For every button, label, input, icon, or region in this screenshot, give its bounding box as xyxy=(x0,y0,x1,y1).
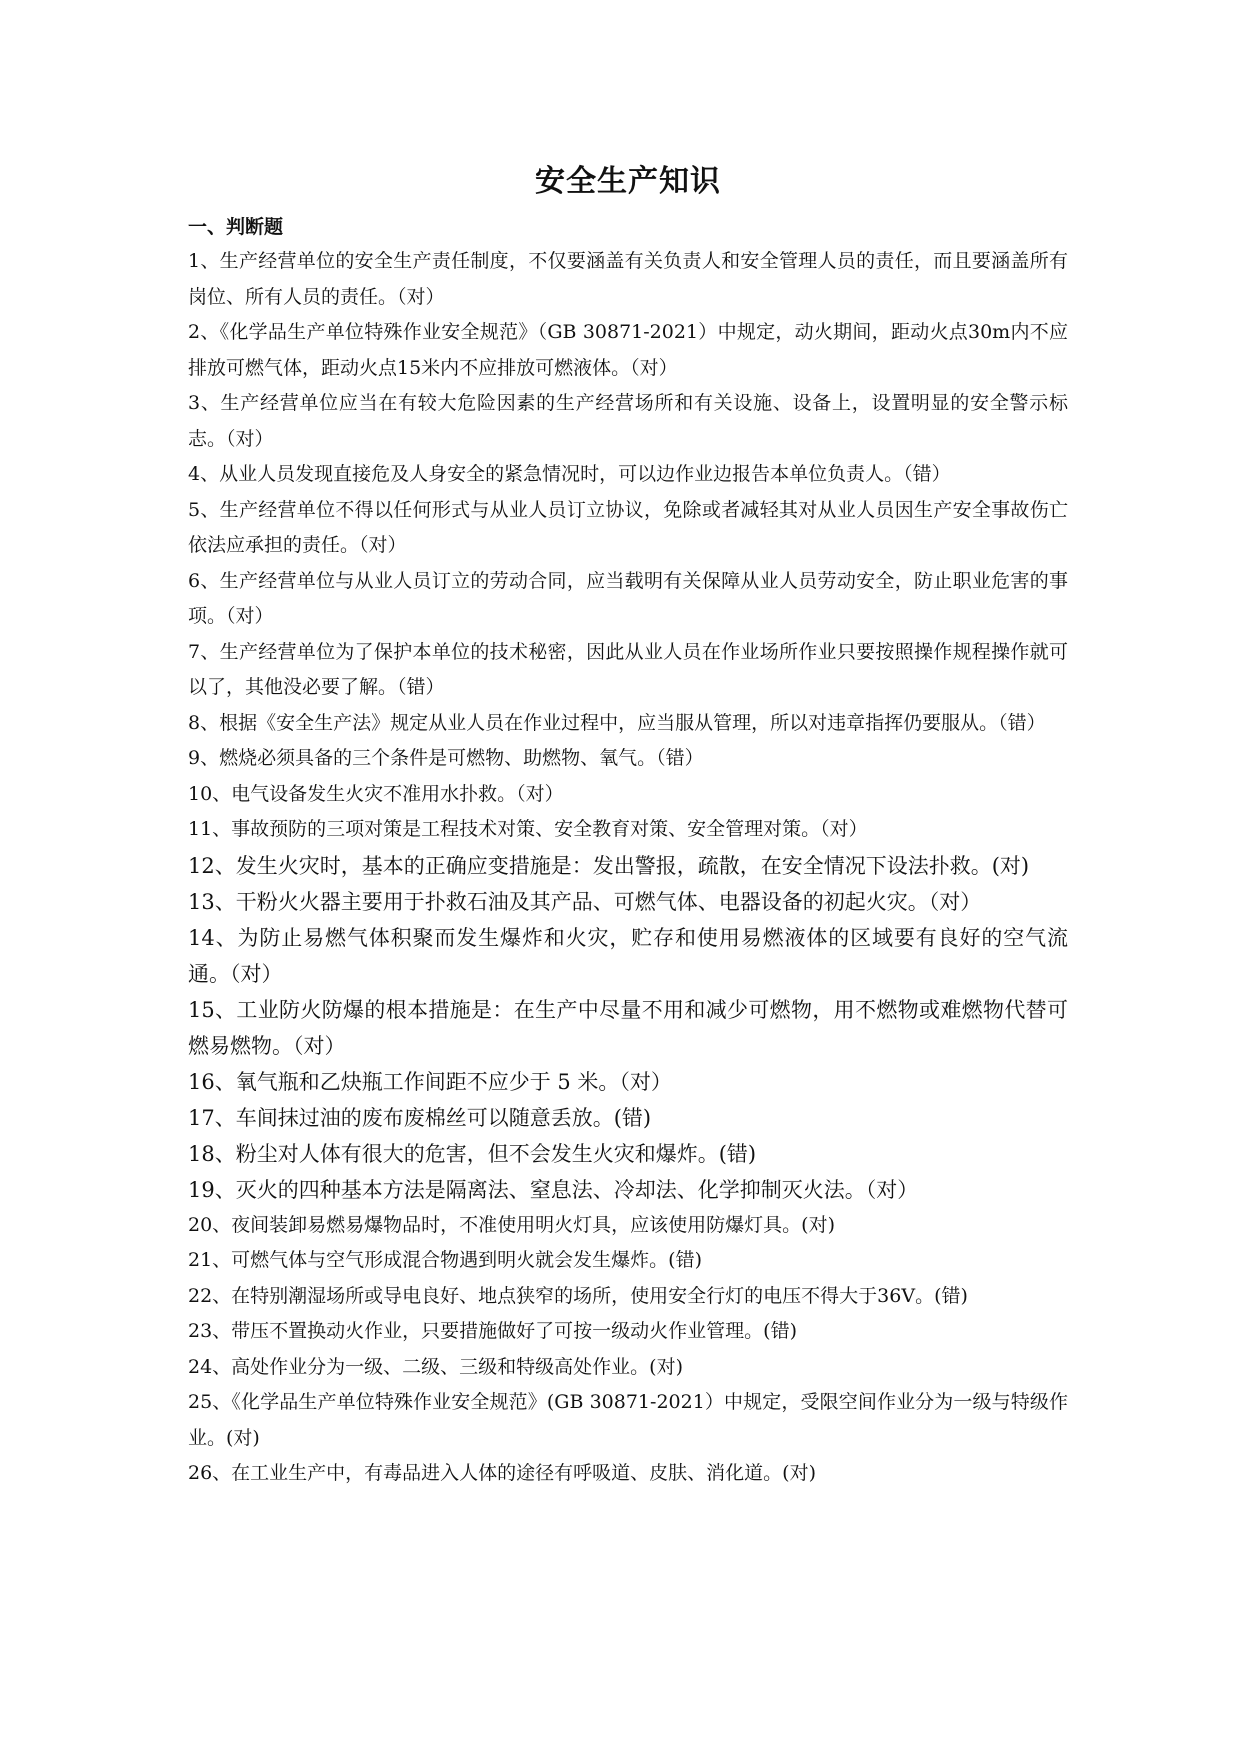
document-page xyxy=(188,160,1068,1492)
document-title: 安全生产知识 xyxy=(535,164,721,199)
question-item: 19、灭火的四种基本方法是隔离法、窒息法、冷却法、化学抑制灭火法。（对） xyxy=(188,1177,919,1202)
question-item: 5、生产经营单位不得以任何形式与从业人员订立协议，免除或者减轻其对从业人员因生产安全事故伤亡依法应承担的责任。（对） xyxy=(188,498,1068,556)
question-item: 16、氧气瓶和乙炔瓶工作间距不应少于 5 米。（对） xyxy=(188,1069,672,1094)
question-item: 9、燃烧必须具备的三个条件是可燃物、助燃物、氧气。（错） xyxy=(188,747,704,769)
question-item: 22、在特别潮湿场所或导电良好、地点狭窄的场所，使用安全行灯的电压不得大于36V。(错) xyxy=(188,1284,968,1307)
question-item: 13、干粉火火器主要用于扑救石油及其产品、可燃气体、电器设备的初起火灾。（对） xyxy=(188,889,982,914)
question-item: 24、高处作业分为一级、二级、三级和特级高处作业。(对) xyxy=(188,1355,684,1378)
question-item: 10、电气设备发生火灾不准用水扑救。（对） xyxy=(188,782,564,805)
question-item: 17、车间抹过油的废布废棉丝可以随意丢放。(错) xyxy=(188,1105,652,1130)
question-item: 21、可燃气体与空气形成混合物遇到明火就会发生爆炸。(错) xyxy=(188,1249,703,1271)
question-item: 1、生产经营单位的安全生产责任制度，不仅要涵盖有关负责人和安全管理人员的责任，而且要涵盖所有岗位、所有人员的责任。（对） xyxy=(188,250,1068,308)
question-item: 8、根据《安全生产法》规定从业人员在作业过程中，应当服从管理，所以对违章指挥仍要服从。（错） xyxy=(188,711,1046,734)
question-item: 4、从业人员发现直接危及人身安全的紧急情况时，可以边作业边报告本单位负责人。（错） xyxy=(188,463,951,485)
question-item: 26、在工业生产中，有毒品进入人体的途径有呼吸道、皮肤、消化道。(对) xyxy=(188,1462,817,1484)
question-item: 14、为防止易燃气体积聚而发生爆炸和火灾，贮存和使用易燃液体的区域要有良好的空气流通。（对） xyxy=(188,925,1068,986)
question-item: 11、事故预防的三项对策是工程技术对策、安全教育对策、安全管理对策。（对） xyxy=(188,818,868,840)
question-item: 18、粉尘对人体有很大的危害，但不会发生火灾和爆炸。(错) xyxy=(188,1141,757,1166)
question-item: 2、《化学品生产单位特殊作业安全规范》（GB 30871-2021）中规定，动火期间，距动火点30m内不应排放可燃气体，距动火点15米内不应排放可燃液体。（对） xyxy=(188,321,1068,379)
section-title: 一、判断题 xyxy=(188,216,284,238)
question-item: 6、生产经营单位与从业人员订立的劳动合同，应当载明有关保障从业人员劳动安全，防止职业危害的事项。（对） xyxy=(188,569,1068,627)
question-item: 3、生产经营单位应当在有较大危险因素的生产经营场所和有关设施、设备上，设置明显的安全警示标志。（对） xyxy=(188,392,1068,450)
question-item: 20、夜间装卸易燃易爆物品时，不准使用明火灯具，应该使用防爆灯具。(对) xyxy=(188,1213,836,1236)
question-item: 12、发生火灾时，基本的正确应变措施是：发出警报，疏散，在安全情况下设法扑救。(对) xyxy=(188,853,1030,878)
question-item: 25、《化学品生产单位特殊作业安全规范》(GB 30871-2021）中规定，受限空间作业分为一级与特级作业。(对) xyxy=(188,1391,1068,1449)
question-item: 15、工业防火防爆的根本措施是：在生产中尽量不用和减少可燃物，用不燃物或难燃物代替可燃易燃物。（对） xyxy=(188,997,1068,1058)
question-item: 7、生产经营单位为了保护本单位的技术秘密，因此从业人员在作业场所作业只要按照操作规程操作就可以了，其他没必要了解。（错） xyxy=(188,640,1068,698)
question-list xyxy=(188,244,1068,1492)
question-item: 23、带压不置换动火作业，只要措施做好了可按一级动火作业管理。(错) xyxy=(188,1320,798,1342)
